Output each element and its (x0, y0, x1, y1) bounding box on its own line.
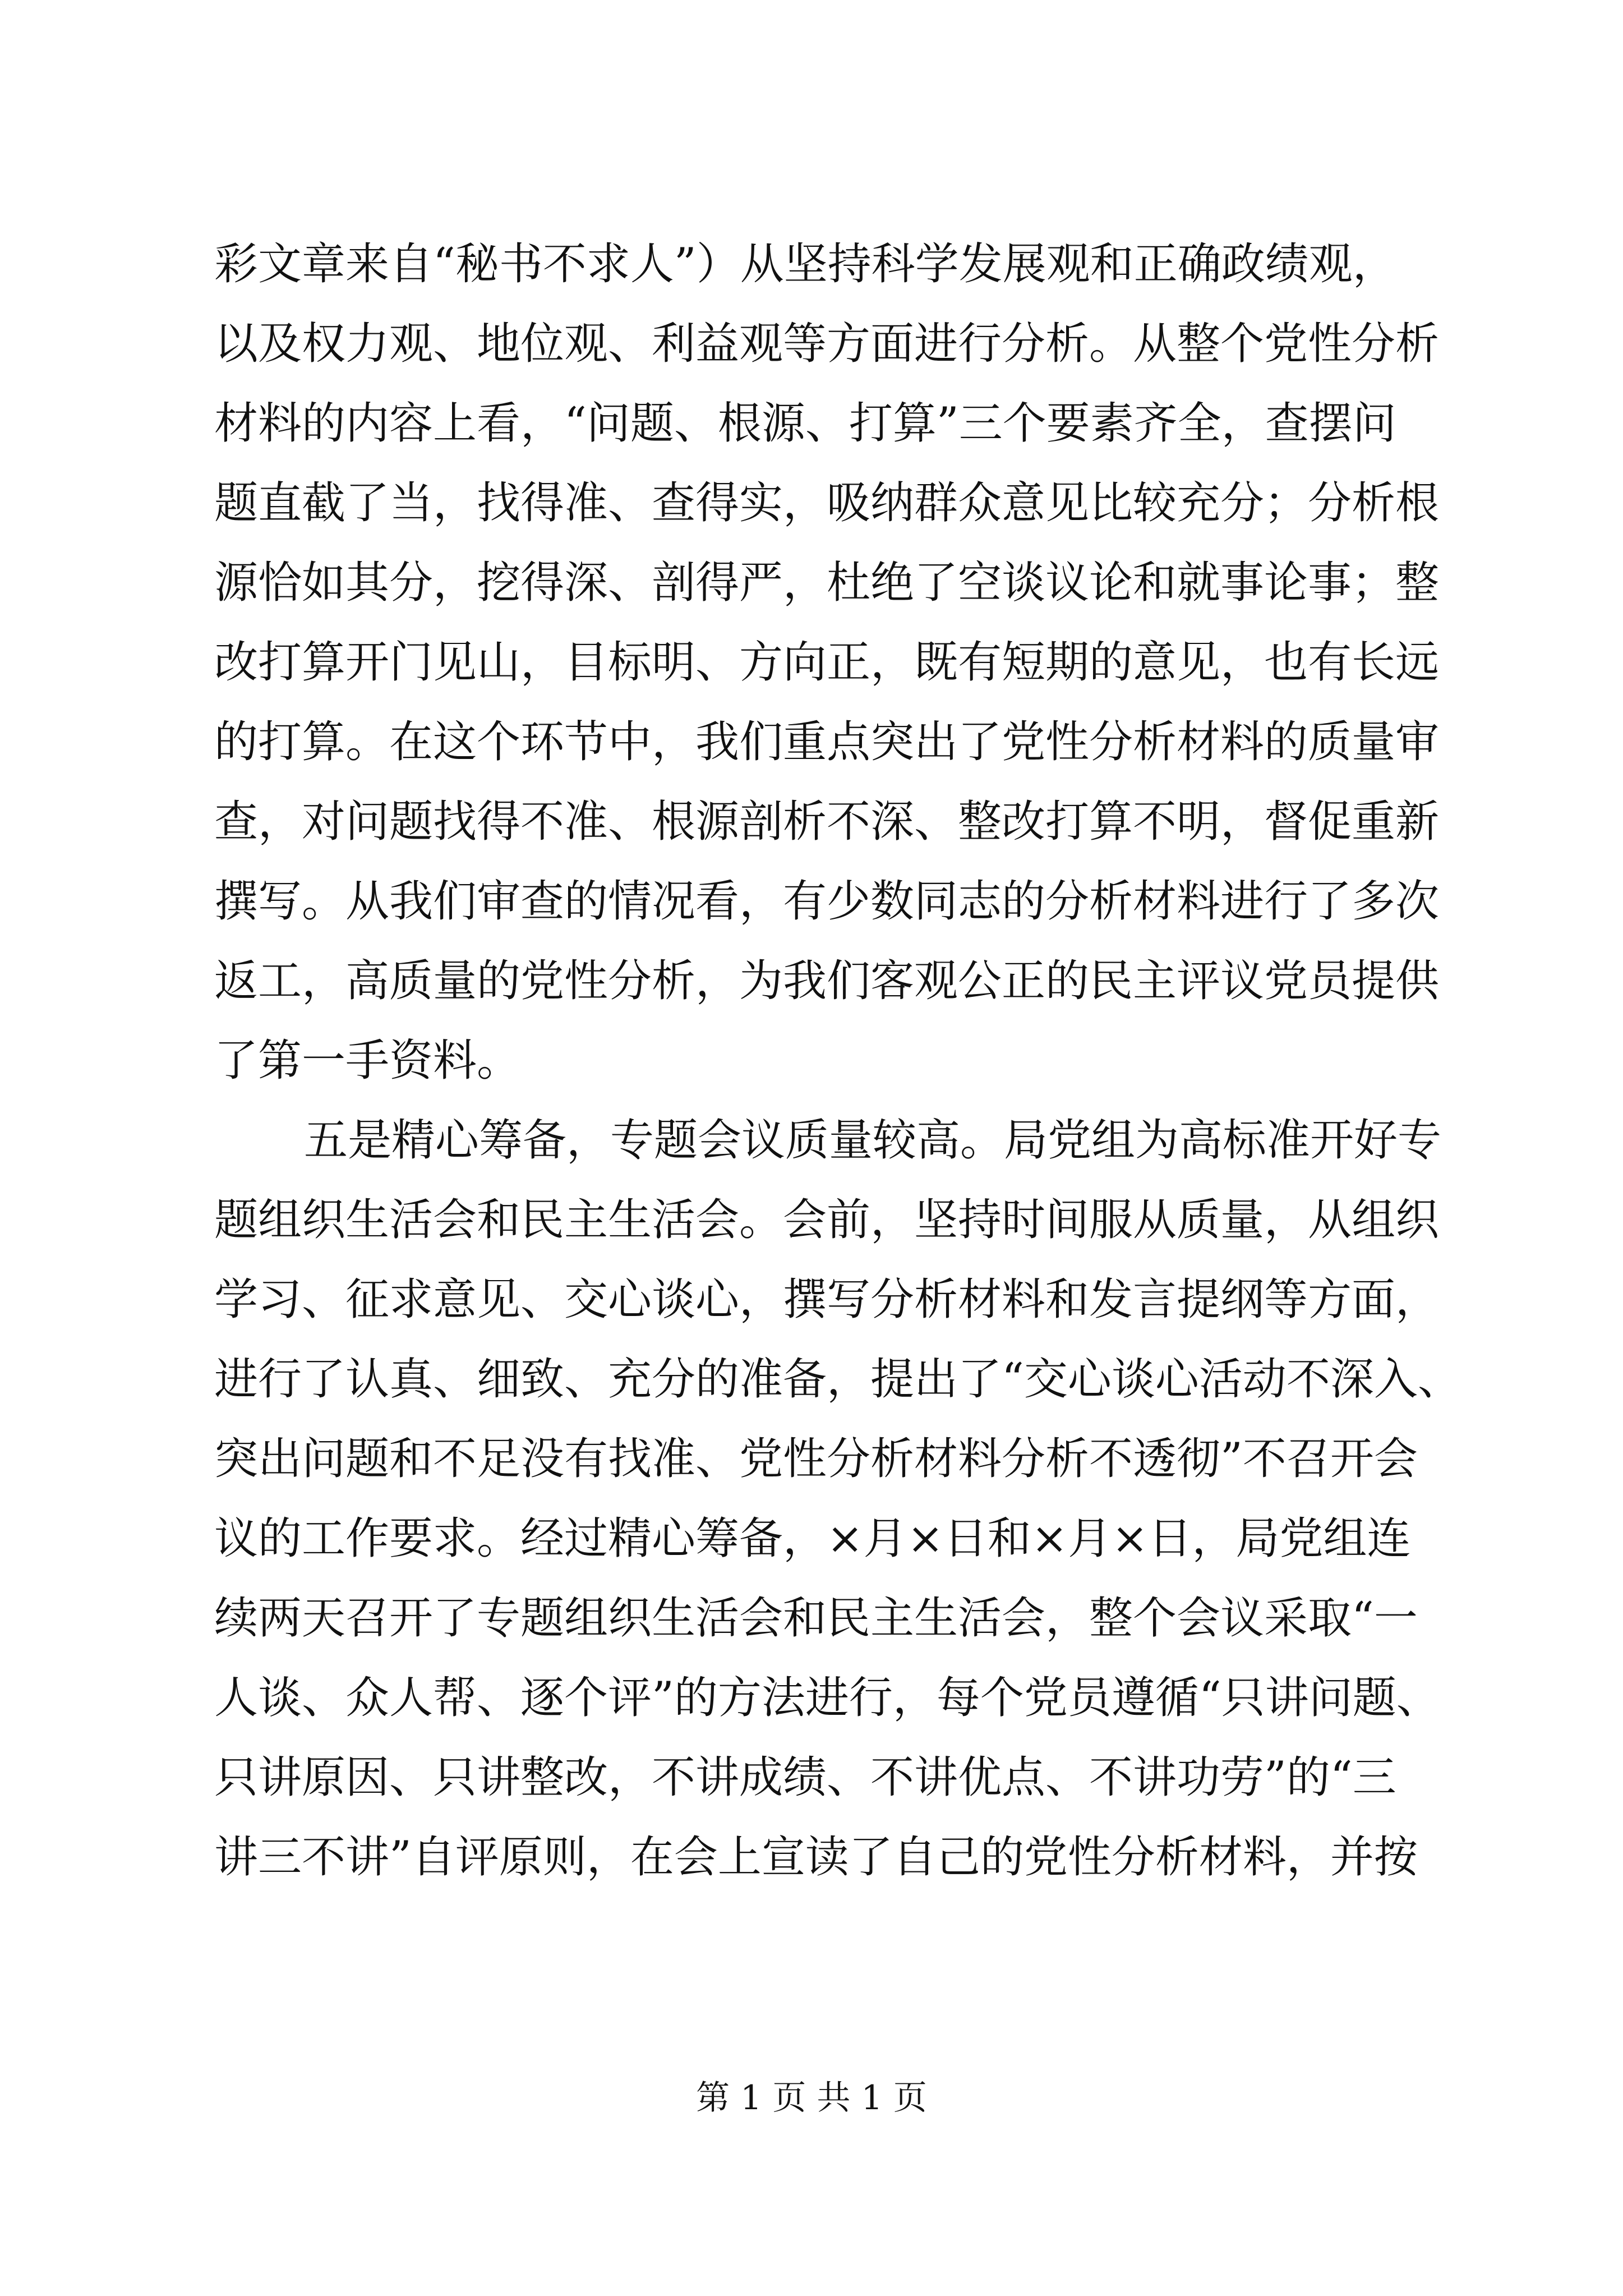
body-line: 了第一手资料。 (214, 1036, 521, 1086)
body-line: 查，对问题找得不准、根源剖析不深、整改打算不明，督促重新 (214, 797, 1440, 847)
body-line: 返工，高质量的党性分析，为我们客观公正的民主评议党员提供 (214, 956, 1440, 1006)
page-footer (0, 2076, 1623, 2120)
body-line: 只讲原因、只讲整改，不讲成绩、不讲优点、不讲功劳”的“三 (214, 1752, 1396, 1803)
body-line: 彩文章来自“秘书不求人”）从坚持科学发展观和正确政绩观， (214, 239, 1396, 289)
paragraph-start-line: 五是精心筹备，专题会议质量较高。局党组为高标准开好专 (304, 1115, 1442, 1166)
body-line: 题直截了当，找得准、查得实，吸纳群众意见比较充分；分析根 (214, 478, 1440, 528)
body-line: 源恰如其分，挖得深、剖得严，杜绝了空谈议论和就事论事；整 (214, 558, 1440, 608)
body-line: 进行了认真、细致、充分的准备，提出了“交心谈心活动不深入、 (214, 1354, 1461, 1405)
body-line: 题组织生活会和民主生活会。会前，坚持时间服从质量，从组织 (214, 1195, 1440, 1245)
body-line: 材料的内容上看，“问题、根源、打算”三个要素齐全，查摆问 (214, 398, 1396, 449)
body-line: 的打算。在这个环节中，我们重点突出了党性分析材料的质量审 (214, 717, 1440, 767)
body-line: 改打算开门见山，目标明、方向正，既有短期的意见，也有长远 (214, 637, 1440, 688)
body-line: 续两天召开了专题组织生活会和民主生活会，整个会议采取“一 (214, 1593, 1418, 1644)
body-line: 讲三不讲”自评原则，在会上宣读了自己的党性分析材料，并按 (214, 1832, 1418, 1883)
body-line: 撰写。从我们审查的情况看，有少数同志的分析材料进行了多次 (214, 876, 1440, 927)
body-line: 以及权力观、地位观、利益观等方面进行分析。从整个党性分析 (214, 319, 1440, 369)
document-body (214, 224, 1461, 1897)
body-line: 学习、征求意见、交心谈心，撰写分析材料和发言提纲等方面， (214, 1274, 1440, 1325)
page-number: 第 1 页 共 1 页 (696, 2078, 927, 2118)
body-line: 突出问题和不足没有找准、党性分析材料分析不透彻”不召开会 (214, 1434, 1418, 1484)
body-line: 人谈、众人帮、逐个评”的方法进行，每个党员遵循“只讲问题、 (214, 1673, 1440, 1723)
body-line: 议的工作要求。经过精心筹备，×月×日和×月×日，局党组连 (214, 1513, 1411, 1564)
